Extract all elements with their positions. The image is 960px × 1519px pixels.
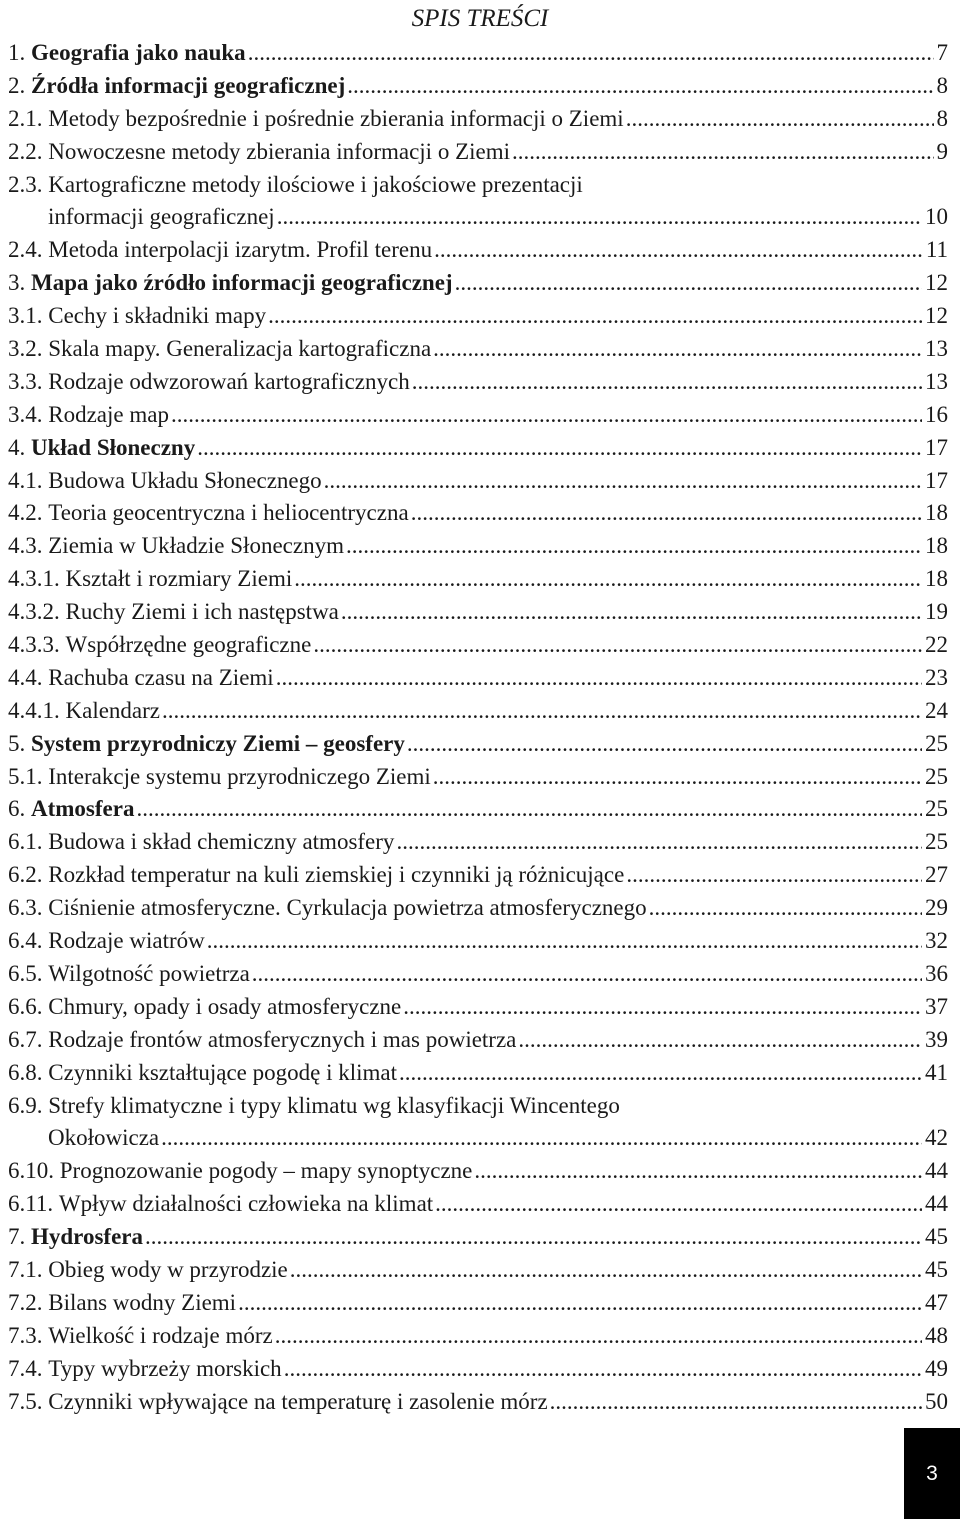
toc-entry-number: 4.3.2. [8,599,60,625]
toc-entry[interactable] [8,695,948,728]
toc-entry-page: 44 [925,1191,948,1217]
toc-entry-page: 50 [925,1388,948,1414]
toc-entry-label: Metoda interpolacji izarytm. Profil terenu [48,237,433,263]
toc-dot-leader [268,300,922,333]
toc-entry-number: 6.11. [8,1191,54,1217]
toc-entry[interactable] [8,662,948,695]
toc-entry-page: 12 [925,270,948,296]
toc-entry-label: Ruchy Ziemi i ich następstwa [65,599,339,625]
toc-dot-leader [290,1254,922,1287]
toc-entry-page: 18 [925,500,948,526]
toc-entry[interactable] [8,1155,948,1188]
toc-entry-page: 32 [925,928,948,954]
page-number: 3 [926,1461,938,1485]
toc-entry-page: 27 [925,862,948,888]
toc-entry[interactable] [8,1386,948,1419]
toc-entry-text [8,300,266,333]
toc-entry[interactable] [8,826,948,859]
toc-entry[interactable] [8,629,948,662]
toc-entry-number: 1. [8,40,26,65]
toc-entry-page: 49 [925,1355,948,1381]
toc-entry-page: 17 [925,467,948,493]
toc-entry-page: 44 [925,1158,948,1184]
toc-entry-text [8,1254,288,1287]
toc-entry-text [8,1024,516,1057]
toc-dot-leader [162,695,922,728]
toc-dot-leader [396,826,922,859]
toc-dot-leader [275,1320,922,1353]
toc-entry-label: Współrzędne geograficzne [65,632,312,658]
toc-entry-text [8,1353,282,1386]
toc-entry[interactable] [8,1287,948,1320]
toc-entry[interactable] [8,37,948,70]
toc-dot-leader [145,1221,922,1254]
toc-dot-leader [474,1155,922,1188]
toc-entry-number: 3. [8,270,26,296]
toc-entry-text [8,1057,397,1090]
toc-dot-leader [171,399,922,432]
toc-entry[interactable] [8,563,948,596]
toc-entry-number: 2.1. [8,105,43,131]
toc-entry-label: Obieg wody w przyrodzie [48,1256,288,1282]
toc-entry[interactable] [8,1221,948,1254]
toc-dot-leader [284,1353,922,1386]
toc-entry-text [8,201,275,234]
toc-list [8,37,948,1418]
toc-entry-text [8,169,583,202]
toc-entry[interactable] [8,530,948,563]
toc-entry-page: 19 [925,599,948,625]
toc-dot-leader [550,1386,922,1419]
toc-entry-text [8,497,409,530]
toc-entry-text [8,991,401,1024]
toc-entry[interactable] [8,958,948,991]
toc-entry-number: 2.3. [8,171,43,197]
toc-entry[interactable] [8,728,948,761]
toc-dot-leader [412,366,922,399]
toc-entry[interactable] [8,1122,948,1155]
toc-entry-page: 24 [925,697,948,723]
toc-dot-leader [407,728,922,761]
toc-entry[interactable] [8,399,948,432]
toc-entry-text [8,826,394,859]
toc-entry-number: 4.3.3. [8,632,60,658]
toc-entry-text [8,629,311,662]
toc-entry-page: 18 [925,566,948,592]
toc-entry-page: 37 [925,993,948,1019]
toc-entry-page: 45 [925,1256,948,1282]
toc-entry-label: informacji geograficznej [48,204,275,230]
toc-entry-number: 2. [8,72,26,98]
toc-entry-number: 7.4. [8,1355,43,1381]
toc-dot-leader [197,432,922,465]
toc-entry-number: 4.4.1. [8,697,60,723]
toc-entry-label: Ciśnienie atmosferyczne. Cyrkulacja powietrza atmosferycznego [48,895,647,921]
toc-entry-text [8,267,453,300]
page-number-badge [904,1428,960,1519]
toc-entry-page: 13 [925,336,948,362]
toc-entry-text [8,465,322,498]
toc-entry-number: 6.4. [8,928,43,954]
toc-entry-label: Cechy i składniki mapy [48,303,267,329]
toc-entry-label: Geografia jako nauka [31,40,246,65]
toc-entry-number: 6. [8,796,26,822]
toc-entry-number: 6.1. [8,829,43,855]
toc-entry-label: Rodzaje map [48,401,169,427]
toc-entry-text [8,958,250,991]
toc-entry-label: Wielkość i rodzaje mórz [48,1322,273,1348]
toc-entry-label: Czynniki wpływające na temperaturę i zasolenie mórz [48,1388,548,1414]
toc-entry-number: 4.2. [8,500,43,526]
toc-entry-label: Rodzaje odwzorowań kartograficznych [48,368,410,394]
toc-entry[interactable] [8,70,948,103]
toc-dot-leader [313,629,922,662]
toc-entry[interactable] [8,234,948,267]
toc-entry[interactable] [8,432,948,465]
toc-dot-leader [238,1287,922,1320]
toc-entry-number: 6.8. [8,1059,43,1085]
toc-entry-page: 22 [925,632,948,658]
toc-entry[interactable] [8,1320,948,1353]
toc-entry-page: 17 [925,434,948,460]
toc-entry-number: 5. [8,730,26,756]
toc-entry[interactable] [8,991,948,1024]
toc-title: SPIS TREŚCI [411,5,549,32]
toc-dot-leader [435,1188,922,1221]
toc-entry-number: 7.5. [8,1388,43,1414]
toc-entry-number: 6.9. [8,1092,43,1118]
toc-dot-leader [518,1024,922,1057]
toc-entry-number: 4.3. [8,533,43,559]
toc-dot-leader [294,563,922,596]
toc-entry-number: 4. [8,434,26,460]
toc-entry-label: Chmury, opady i osady atmosferyczne [48,993,402,1019]
toc-entry-text [8,1090,620,1123]
toc-entry[interactable] [8,465,948,498]
toc-entry-number: 7.3. [8,1322,43,1348]
toc-entry-page: 12 [925,303,948,329]
toc-dot-leader [276,662,922,695]
toc-entry-number: 4.1. [8,467,43,493]
toc-entry-text [8,1386,548,1419]
toc-entry-page: 9 [936,138,948,164]
toc-entry-label: Czynniki kształtujące pogodę i klimat [48,1059,398,1085]
toc-entry-number: 6.6. [8,993,43,1019]
toc-entry-number: 6.5. [8,960,43,986]
toc-entry-page: 39 [925,1026,948,1052]
toc-dot-leader [399,1057,922,1090]
toc-entry[interactable] [8,136,948,169]
toc-entry-number: 7.2. [8,1289,43,1315]
toc-entry-label: Metody bezpośrednie i pośrednie zbierania informacji o Ziemi [48,105,624,131]
toc-dot-leader [136,793,922,826]
toc-dot-leader [649,892,922,925]
toc-entry-text [8,432,195,465]
toc-dot-leader [324,465,922,498]
toc-dot-leader [252,958,922,991]
toc-entry-label: Hydrosfera [31,1224,144,1250]
toc-dot-leader [434,234,923,267]
toc-entry-number: 7. [8,1224,26,1250]
toc-entry-page: 47 [925,1289,948,1315]
toc-entry-number: 3.3. [8,368,43,394]
toc-entry[interactable] [8,1090,948,1123]
toc-entry-page: 16 [925,401,948,427]
toc-entry-text [8,234,432,267]
toc-entry-label: Źródła informacji geograficznej [31,72,346,98]
toc-entry[interactable] [8,1353,948,1386]
toc-entry[interactable] [8,892,948,925]
toc-dot-leader [347,70,933,103]
toc-dot-leader [403,991,922,1024]
toc-entry-text [8,859,624,892]
toc-entry-text [8,333,431,366]
toc-entry-label: Wilgotność powietrza [48,960,250,986]
toc-entry[interactable] [8,103,948,136]
toc-entry-page: 36 [925,960,948,986]
toc-entry-page: 42 [925,1125,948,1151]
toc-entry-label: Budowa i skład chemiczny atmosfery [48,829,395,855]
toc-entry-page: 29 [925,895,948,921]
toc-entry-label: Interakcje systemu przyrodniczego Ziemi [48,763,431,789]
toc-entry-label: Skala mapy. Generalizacja kartograficzna [48,336,432,362]
toc-entry-label: Budowa Układu Słonecznego [48,467,322,493]
toc-entry-label: Kształt i rozmiary Ziemi [65,566,293,592]
toc-entry-label: Rozkład temperatur na kuli ziemskiej i czynniki ją różnicujące [48,862,625,888]
toc-entry-page: 48 [925,1322,948,1348]
toc-entry[interactable] [8,300,948,333]
toc-entry-text [8,925,205,958]
toc-entry-text [8,530,344,563]
toc-entry-number: 6.10. [8,1158,54,1184]
toc-entry-page: 23 [925,664,948,690]
toc-entry-text [8,892,647,925]
toc-entry-label: Teoria geocentryczna i heliocentryczna [48,500,409,526]
toc-dot-leader [411,497,922,530]
toc-entry-text [8,366,410,399]
toc-entry-number: 3.4. [8,401,43,427]
toc-entry[interactable] [8,267,948,300]
toc-entry-number: 6.3. [8,895,43,921]
toc-entry[interactable] [8,859,948,892]
toc-entry-number: 6.2. [8,862,43,888]
toc-entry-page: 8 [936,105,948,131]
toc-dot-leader [341,596,922,629]
toc-entry-text [8,37,246,70]
toc-entry-page: 25 [925,829,948,855]
toc-entry-label: Prognozowanie pogody – mapy synoptyczne [59,1158,473,1184]
toc-entry-label: Atmosfera [31,796,135,822]
toc-entry-text [8,1155,472,1188]
toc-entry-number: 7.1. [8,1256,43,1282]
toc-entry[interactable] [8,596,948,629]
toc-entry-text [8,1287,236,1320]
toc-entry-label: Rodzaje wiatrów [48,928,205,954]
toc-entry-text [8,662,274,695]
toc-entry[interactable] [8,333,948,366]
toc-dot-leader [433,761,922,794]
toc-entry-label: Kalendarz [65,697,160,723]
toc-entry-number: 2.2. [8,138,43,164]
toc-dot-leader [248,37,934,70]
toc-entry-label: Ziemia w Układzie Słonecznym [48,533,344,559]
toc-entry-page: 7 [936,40,948,65]
toc-entry-page: 11 [925,237,948,263]
toc-dot-leader [346,530,922,563]
toc-entry-text [8,1122,159,1155]
toc-entry-number: 2.4. [8,237,43,263]
toc-entry-number: 3.1. [8,303,43,329]
toc-entry-number: 6.7. [8,1026,43,1052]
toc-entry-text [8,399,169,432]
toc-entry-number: 5.1. [8,763,43,789]
toc-entry-label: Kartograficzne metody ilościowe i jakościowe prezentacji [48,171,583,197]
toc-entry-label: Rodzaje frontów atmosferycznych i mas powietrza [48,1026,517,1052]
toc-entry-text [8,70,345,103]
toc-entry-text [8,793,134,826]
toc-entry-text [8,136,510,169]
toc-entry-page: 10 [925,204,948,230]
toc-entry-page: 13 [925,368,948,394]
toc-entry-number: 4.3.1. [8,566,60,592]
toc-dot-leader [626,103,934,136]
toc-entry-label: Strefy klimatyczne i typy klimatu wg klasyfikacji Wincentego [48,1092,620,1118]
toc-entry[interactable] [8,169,948,202]
toc-entry-page: 25 [925,763,948,789]
toc-entry-text [8,761,431,794]
toc-entry-label: Rachuba czasu na Ziemi [48,664,274,690]
toc-entry-text [8,1221,143,1254]
toc-dot-leader [207,925,922,958]
toc-dot-leader [626,859,922,892]
toc-dot-leader [433,333,922,366]
toc-entry-text [8,563,292,596]
toc-entry-label: Bilans wodny Ziemi [48,1289,237,1315]
toc-entry[interactable] [8,1254,948,1287]
toc-entry[interactable] [8,1057,948,1090]
toc-entry[interactable] [8,201,948,234]
toc-entry-number: 4.4. [8,664,43,690]
toc-entry[interactable] [8,793,948,826]
toc-entry-page: 41 [925,1059,948,1085]
toc-entry-label: Typy wybrzeży morskich [48,1355,282,1381]
toc-dot-leader [455,267,922,300]
toc-entry-text [8,1320,273,1353]
toc-entry-label: Układ Słoneczny [31,434,196,460]
toc-dot-leader [277,201,922,234]
toc-dot-leader [512,136,934,169]
toc-dot-leader [161,1122,922,1155]
toc-entry[interactable] [8,1024,948,1057]
toc-entry-label: Mapa jako źródło informacji geograficznej [31,270,453,296]
toc-entry[interactable] [8,366,948,399]
toc-entry-number: 3.2. [8,336,43,362]
toc-entry-page: 25 [925,730,948,756]
toc-entry-page: 25 [925,796,948,822]
toc-entry-label: Okołowicza [48,1125,160,1151]
toc-entry[interactable] [8,497,948,530]
toc-entry[interactable] [8,1188,948,1221]
toc-entry[interactable] [8,761,948,794]
toc-entry-label: System przyrodniczy Ziemi – geosfery [31,730,405,756]
toc-entry-text [8,728,405,761]
toc-entry-page: 8 [936,72,948,98]
toc-entry-text [8,1188,433,1221]
toc-entry-label: Nowoczesne metody zbierania informacji o Ziemi [48,138,510,164]
toc-entry[interactable] [8,925,948,958]
toc-entry-text [8,596,339,629]
toc-entry-label: Wpływ działalności człowieka na klimat [58,1191,434,1217]
toc-entry-text [8,695,160,728]
toc-entry-text [8,103,624,136]
toc-entry-page: 18 [925,533,948,559]
toc-entry-page: 45 [925,1224,948,1250]
